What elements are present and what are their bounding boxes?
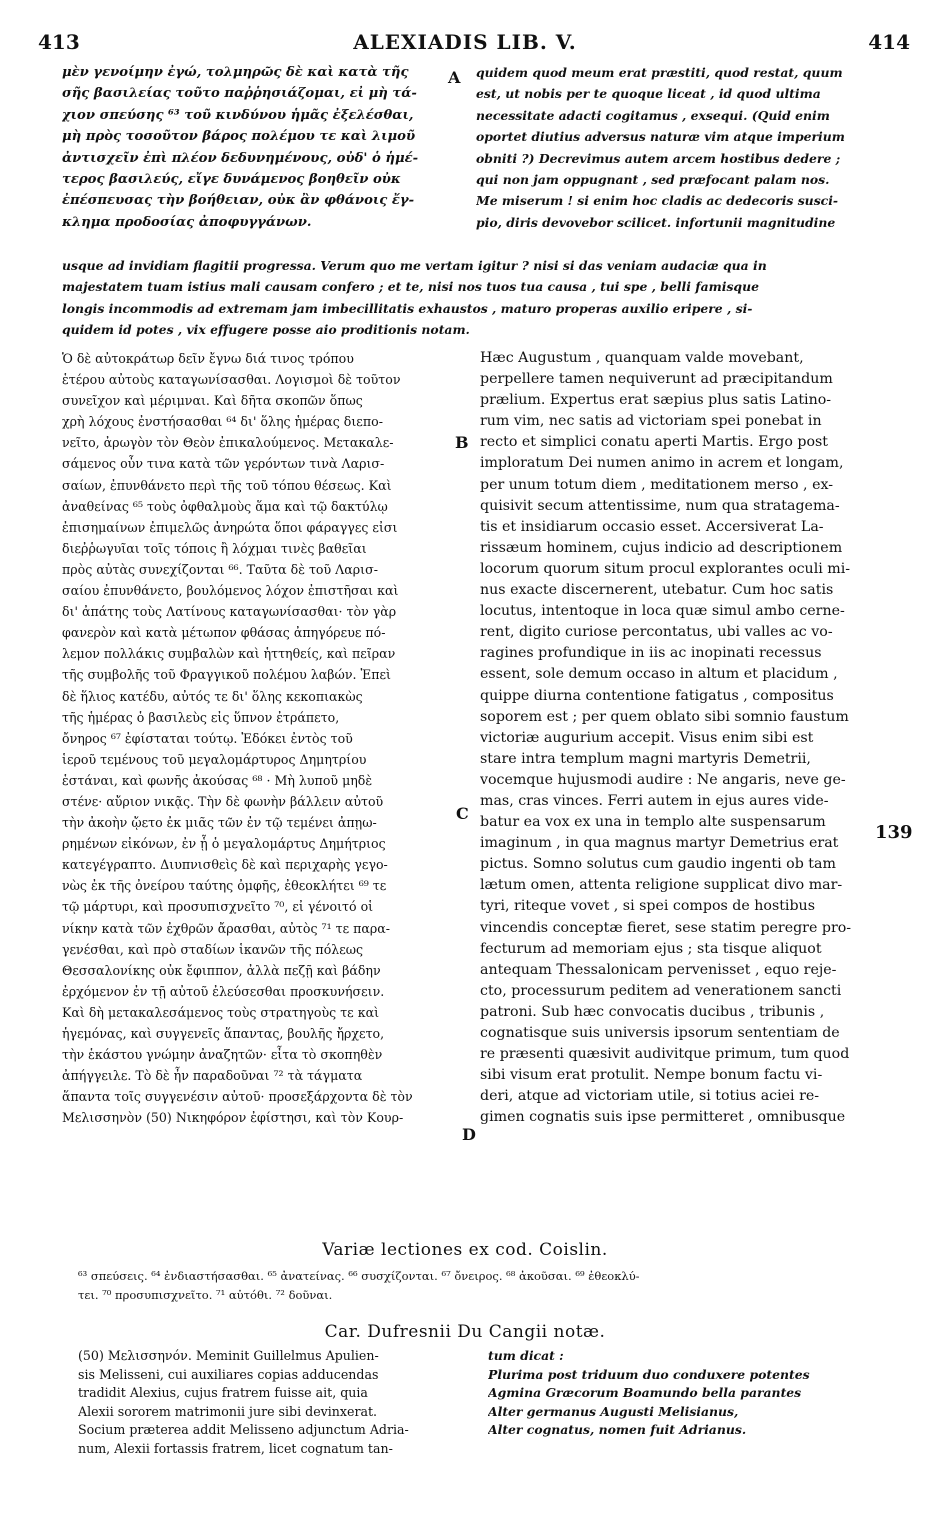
text-line: ἱεροῦ τεμένους τοῦ μεγαλομάρτυρος Δημητρίου bbox=[62, 751, 367, 767]
page-number-left: 413 bbox=[38, 30, 80, 54]
text-line: quidem id potes , vix effugere posse aio proditionis notam. bbox=[62, 322, 470, 338]
notae-left-column bbox=[78, 1347, 468, 1459]
marker-b: B bbox=[455, 433, 469, 452]
text-line: στένε· αὔριον νικᾷς. Τὴν δὲ φωνὴν βάλλειν αὐτοῦ bbox=[62, 793, 384, 809]
text-line: deri, atque ad victoriam utile, si totius aciei re- bbox=[480, 1088, 820, 1105]
text-line: sibi visum erat protulit. Nempe bonum factu vi- bbox=[480, 1067, 823, 1084]
text-line: διεῤῥωγυῖαι τοῖς τόποις ἢ λόχμαι τινὲς βαθεῖαι bbox=[62, 540, 367, 556]
text-line: τὴν ἑκάστου γνώμην ἀναζητῶν· εἶτα τὸ σκοπηθὲν bbox=[62, 1047, 383, 1063]
text-line: ragines profundique in iis ac inopinati recessus bbox=[480, 645, 822, 662]
text-line: ἅπαντα τοῖς συγγενέσιν αὐτοῦ· προσεξάρχοντα δὲ τὸν bbox=[62, 1089, 413, 1105]
text-line: Alter germanus Augusti Melisianus, bbox=[488, 1403, 739, 1419]
marker-d: D bbox=[462, 1125, 476, 1144]
text-line: ὄνηρος ⁶⁷ ἐφίσταται τούτῳ. Ἐδόκει ἐντὸς τοῦ bbox=[62, 730, 353, 746]
text-line: μὴ πρὸς τοσοῦτον βάρος πολέμου τε καὶ λιμοῦ bbox=[62, 129, 416, 145]
text-line: oportet diutius adversus naturæ vim atque imperium bbox=[476, 129, 845, 145]
text-line: essent, sole demum occaso in altum et placidum , bbox=[480, 666, 838, 683]
text-line: δὲ ἥλιος κατέδυ, αὐτός τε δι' ὅλης κεκοπιακὼς bbox=[62, 688, 363, 704]
text-line: τῆς ἡμέρας ὁ βασιλεὺς εἰς ὕπνον ἐτράπετο, bbox=[62, 709, 340, 725]
text-line: quippe diurna contentione fatigatus , compositus bbox=[480, 687, 834, 704]
text-line: ἀπήγγειλε. Τὸ δὲ ἦν παραδοῦναι ⁷² τὰ τάγματα bbox=[62, 1068, 363, 1084]
text-line: vocemque hujusmodi audire : Ne angaris, neve ge- bbox=[480, 771, 846, 788]
text-line: qui non jam oppugnant , sed præfocant palam nos. bbox=[476, 171, 830, 187]
text-line: τερος βασιλεύς, εἴγε δυνάμενος βοηθεῖν οὐκ bbox=[62, 171, 401, 187]
text-line: quisivit secum attentissime, num qua stratagema- bbox=[480, 497, 840, 514]
text-line: vincendis conceptæ fieret, sese statim peregre pro- bbox=[480, 919, 852, 936]
text-line: σάμενος οὖν τινα κατὰ τῶν γερόντων τινὰ Λαρισ- bbox=[62, 456, 385, 472]
text-line: num, Alexii fortassis fratrem, licet cognatum tan- bbox=[78, 1440, 393, 1456]
text-line: ἑστάναι, καὶ φωνῆς ἀκούσας ⁶⁸ · Μὴ λυποῦ μηδὲ bbox=[62, 772, 373, 788]
text-line: batur ea vox ex una in templo alte suspensarum bbox=[480, 814, 826, 831]
text-line: Ὁ δὲ αὐτοκράτωρ δεῖν ἔγνω διά τινος τρόπου bbox=[62, 351, 354, 366]
latin-column-top bbox=[476, 62, 916, 233]
column-number: 139 bbox=[875, 822, 913, 843]
text-line: re præsenti quæsivit audivitque primum, tum quod bbox=[480, 1046, 850, 1063]
text-line: majestatem tuam istius mali causam confero ; et te, nisi nos tuos tua causa , tui spe , belli famisque bbox=[62, 279, 759, 295]
text-line: σαίων, ἐπυνθάνετο περὶ τῆς τοῦ τόπου θέσεως. Καὶ bbox=[62, 477, 392, 493]
text-line: χρὴ λόχους ἐνστήσασθαι ⁶⁴ δι' ὅλης ἡμέρας διεπο- bbox=[62, 414, 383, 430]
text-line: Hæc Augustum , quanquam valde movebant, bbox=[480, 350, 804, 366]
text-line: perpellere tamen nequiverunt ad præcipitandum bbox=[480, 371, 833, 388]
text-line: quidem quod meum erat præstiti, quod restat, quum bbox=[476, 65, 843, 80]
text-line: lætum omen, attenta religione supplicat divo mar- bbox=[480, 877, 843, 894]
text-line: necessitate adacti cogitamus , exsequi. (Quid enim bbox=[476, 107, 830, 123]
variae-title: Variæ lectiones ex cod. Coislin. bbox=[322, 1240, 608, 1260]
text-line: usque ad invidiam flagitii progressa. Verum quo me vertam igitur ? nisi si das veniam audaciæ qua in bbox=[62, 258, 767, 273]
text-line: rent, digito curiose percontatus, ubi valles ac vo- bbox=[480, 624, 833, 641]
text-line: locorum quorum situm procul explorantes oculi mi- bbox=[480, 560, 851, 577]
text-line: κλημα προδοσίας ἀποφυγγάνων. bbox=[62, 214, 312, 230]
text-line: Alexii sororem matrimonii jure sibi devinxerat. bbox=[78, 1403, 378, 1419]
text-line: μὲν γενοίμην ἐγώ, τολμηρῶς δὲ καὶ κατὰ τῆς bbox=[62, 65, 409, 80]
text-line: Alter cognatus, nomen fuit Adrianus. bbox=[488, 1422, 747, 1438]
text-line: Agmina Græcorum Boamundo bella parantes bbox=[488, 1385, 802, 1401]
text-line: tyri, riteque vovet , si spei compos de hostibus bbox=[480, 898, 815, 915]
text-line: mas, cras vinces. Ferri autem in ejus aures vide- bbox=[480, 792, 829, 809]
text-line: nus exacte discernerent, utebatur. Cum hoc satis bbox=[480, 582, 834, 599]
text-line: antequam Thessalonicam pervenisset , equo reje- bbox=[480, 961, 837, 978]
text-line: rissæum hominem, cujus indicio ad descriptionem bbox=[480, 539, 843, 556]
text-line: per unum totum diem , meditationem merso , ex- bbox=[480, 476, 834, 493]
text-line: imaginum , in qua magnus martyr Demetrius erat bbox=[480, 835, 839, 852]
text-line: συνεῖχον καὶ μέριμναι. Καὶ δῆτα σκοπῶν ὅπως bbox=[62, 393, 363, 409]
text-line: σαίου ἐπυνθάνετο, βουλόμενος λόχον ἐπιστῆσαι καὶ bbox=[62, 583, 399, 599]
text-line: σῆς βασιλείας τοῦτο παῤῥησιάζομαι, εἰ μὴ τά- bbox=[62, 86, 417, 102]
text-line: τῆς συμβολῆς τοῦ Φραγγικοῦ πολέμου λαβών. Ἐπεὶ bbox=[62, 667, 391, 683]
variae-line-2: τει. ⁷⁰ προσυπισχνεῖτο. ⁷¹ αὐτόθι. ⁷² δοῦναι. bbox=[78, 1288, 333, 1302]
text-line: soporem est ; per quem oblato sibi somnio faustum bbox=[480, 708, 849, 725]
page-number-right: 414 bbox=[868, 30, 910, 54]
text-line: est, ut nobis per te quoque liceat , id quod ultima bbox=[476, 86, 821, 102]
text-line: ἀντισχεῖν ἐπὶ πλέον δεδυνημένους, οὐδ' ὁ ἡμέ- bbox=[62, 150, 419, 166]
text-line: longis incommodis ad extremam jam imbecillitatis exhaustos , maturo properas auxilio eripere , si- bbox=[62, 300, 753, 316]
text-line: pictus. Somno solutus cum gaudio ingenti ob tam bbox=[480, 856, 836, 873]
text-line: πρὸς αὐτὰς συνεχίζονται ⁶⁶. Ταῦτα δὲ τοῦ Λαρισ- bbox=[62, 561, 378, 577]
greek-column-main bbox=[62, 348, 450, 1128]
text-line: γενέσθαι, καὶ πρὸ σταδίων ἱκανῶν τῆς πόλεως bbox=[62, 941, 364, 957]
text-line: stare intra templum magni martyris Demetrii, bbox=[480, 750, 811, 767]
variae-line-1: ⁶³ σπεύσεις. ⁶⁴ ἐνδιαστήσασθαι. ⁶⁵ ἀνατείνας. ⁶⁶ συσχίζονται. ⁶⁷ ὄνειρος. ⁶⁸ ἀκοῦσαι. ⁶⁹ ἐθεοκλύ- bbox=[78, 1269, 640, 1283]
text-line: prælium. Expertus erat sæpius plus satis Latino- bbox=[480, 392, 832, 409]
text-line: fecturum ad memoriam ejus ; sta tisque aliquot bbox=[480, 940, 822, 957]
text-line: patroni. Sub hæc convocatis ducibus , tribunis , bbox=[480, 1003, 825, 1020]
marker-a: A bbox=[448, 68, 461, 87]
notae-right-column bbox=[488, 1347, 908, 1440]
text-line: Plurima post triduum duo conduxere potentes bbox=[488, 1366, 810, 1382]
text-line: (50) Μελισσηνόν. Meminit Guillelmus Apulien- bbox=[78, 1348, 379, 1363]
text-line: ἑτέρου αὐτοὺς καταγωνίσασθαι. Λογισμοὶ δὲ τοῦτον bbox=[62, 372, 401, 388]
text-line: νὼς ἐκ τῆς ὀνείρου ταύτης ὀμφῆς, ἐθεοκλήτει ⁶⁹ τε bbox=[62, 878, 387, 894]
text-line: Θεσσαλονίκης οὐκ ἔφιππον, ἀλλὰ πεζῇ καὶ βάδην bbox=[62, 962, 381, 978]
text-line: ἐπέσπευσας τὴν βοήθειαν, οὐκ ἂν φθάνοις ἔγ- bbox=[62, 193, 415, 209]
text-line: cto, processurum peditem ad venerationem sancti bbox=[480, 982, 842, 999]
text-line: locutus, intentoque in loca quæ simul ambo cerne- bbox=[480, 603, 845, 620]
text-line: ἐρχόμενον ἐν τῇ αὐτοῦ ἐλεύσεσθαι προσκυνήσειν. bbox=[62, 983, 385, 999]
latin-full-width bbox=[62, 255, 922, 341]
text-line: victoriæ augurium accepit. Visus enim sibi est bbox=[480, 729, 814, 746]
text-line: ρημένων εἰκόνων, ἐν ᾗ ὁ μεγαλομάρτυς Δημήτριος bbox=[62, 836, 386, 852]
text-line: recto et simplici conatu aperti Martis. Ergo post bbox=[480, 434, 828, 451]
text-line: ἐπισημαίνων ἐπιμελῶς ἀνηρώτα ὅποι φάραγγες εἰσι bbox=[62, 519, 398, 535]
text-line: tradidit Alexius, cujus fratrem fuisse ait, quia bbox=[78, 1385, 368, 1401]
notae-title: Car. Dufresnii Du Cangii notæ. bbox=[324, 1322, 606, 1342]
text-line: τῷ μάρτυρι, καὶ προσυπισχνεῖτο ⁷⁰, εἰ γένοιτό οἱ bbox=[62, 899, 374, 915]
text-line: tis et insidiarum occasio esset. Accersiverat La- bbox=[480, 518, 824, 535]
running-title: ALEXIADIS LIB. V. bbox=[353, 30, 577, 54]
text-line: cognatisque suis universis ipsorum sententiam de bbox=[480, 1025, 840, 1041]
text-line: φανερὸν καὶ κατὰ μέτωπον φθάσας ἀπηγόρευε πό- bbox=[62, 625, 386, 641]
text-line: ἡγεμόνας, καὶ συγγενεῖς ἅπαντας, βουλῆς ἤρχετο, bbox=[62, 1026, 385, 1041]
latin-column-main bbox=[480, 348, 916, 1128]
text-line: pio, diris devovebor scilicet. infortunii magnitudine bbox=[476, 214, 836, 230]
text-line: κατεγέγραπτο. Διυπνισθεὶς δὲ καὶ περιχαρὴς γεγο- bbox=[62, 857, 388, 873]
text-line: tum dicat : bbox=[488, 1348, 564, 1363]
text-line: τὴν ἀκοὴν ᾤετο ἐκ μιᾶς τῶν ἐν τῷ τεμένει ἀπῃω- bbox=[62, 815, 377, 831]
text-line: λεμον πολλάκις συμβαλὼν καὶ ἡττηθείς, καὶ πεῖραν bbox=[62, 646, 396, 662]
text-line: gimen cognatis suis ipse permitteret , omnibusque bbox=[480, 1109, 846, 1126]
text-line: rum vim, nec satis ad victoriam spei ponebat in bbox=[480, 413, 822, 430]
text-line: imploratum Dei numen animo in acrem et longam, bbox=[480, 455, 844, 472]
text-line: νίκην κατὰ τῶν ἐχθρῶν ἄρασθαι, αὐτὸς ⁷¹ τε παρα- bbox=[62, 920, 391, 936]
text-line: δι' ἀπάτης τοὺς Λατίνους καταγωνίσασθαι· τὸν γὰρ bbox=[62, 604, 397, 620]
text-line: sis Melisseni, cui auxiliares copias adducendas bbox=[78, 1366, 379, 1382]
text-line: obniti ?) Decrevimus autem arcem hostibus dedere ; bbox=[476, 150, 841, 166]
text-line: νεῖτο, ἀρωγὸν τὸν Θεὸν ἐπικαλούμενος. Μετακαλε- bbox=[62, 435, 394, 451]
greek-column-top bbox=[62, 62, 442, 233]
text-line: Μελισσηνὸν (50) Νικηφόρον ἐφίστησι, καὶ τὸν Κουρ- bbox=[62, 1110, 404, 1126]
text-line: Me miserum ! si enim hoc cladis ac dedecoris susci- bbox=[476, 193, 839, 209]
marker-c: C bbox=[456, 804, 469, 823]
text-line: χιον σπεύσης ⁶³ τοῦ κινδύνου ἡμᾶς ἐξελέσθαι, bbox=[62, 107, 414, 123]
text-line: ἀναθείνας ⁶⁵ τοὺς ὀφθαλμοὺς ἅμα καὶ τῷ δακτύλῳ bbox=[62, 498, 388, 514]
text-line: Socium præterea addit Melisseno adjunctum Adria- bbox=[78, 1422, 409, 1438]
text-line: Καὶ δὴ μετακαλεσάμενος τοὺς στρατηγοὺς τε καὶ bbox=[62, 1004, 380, 1020]
